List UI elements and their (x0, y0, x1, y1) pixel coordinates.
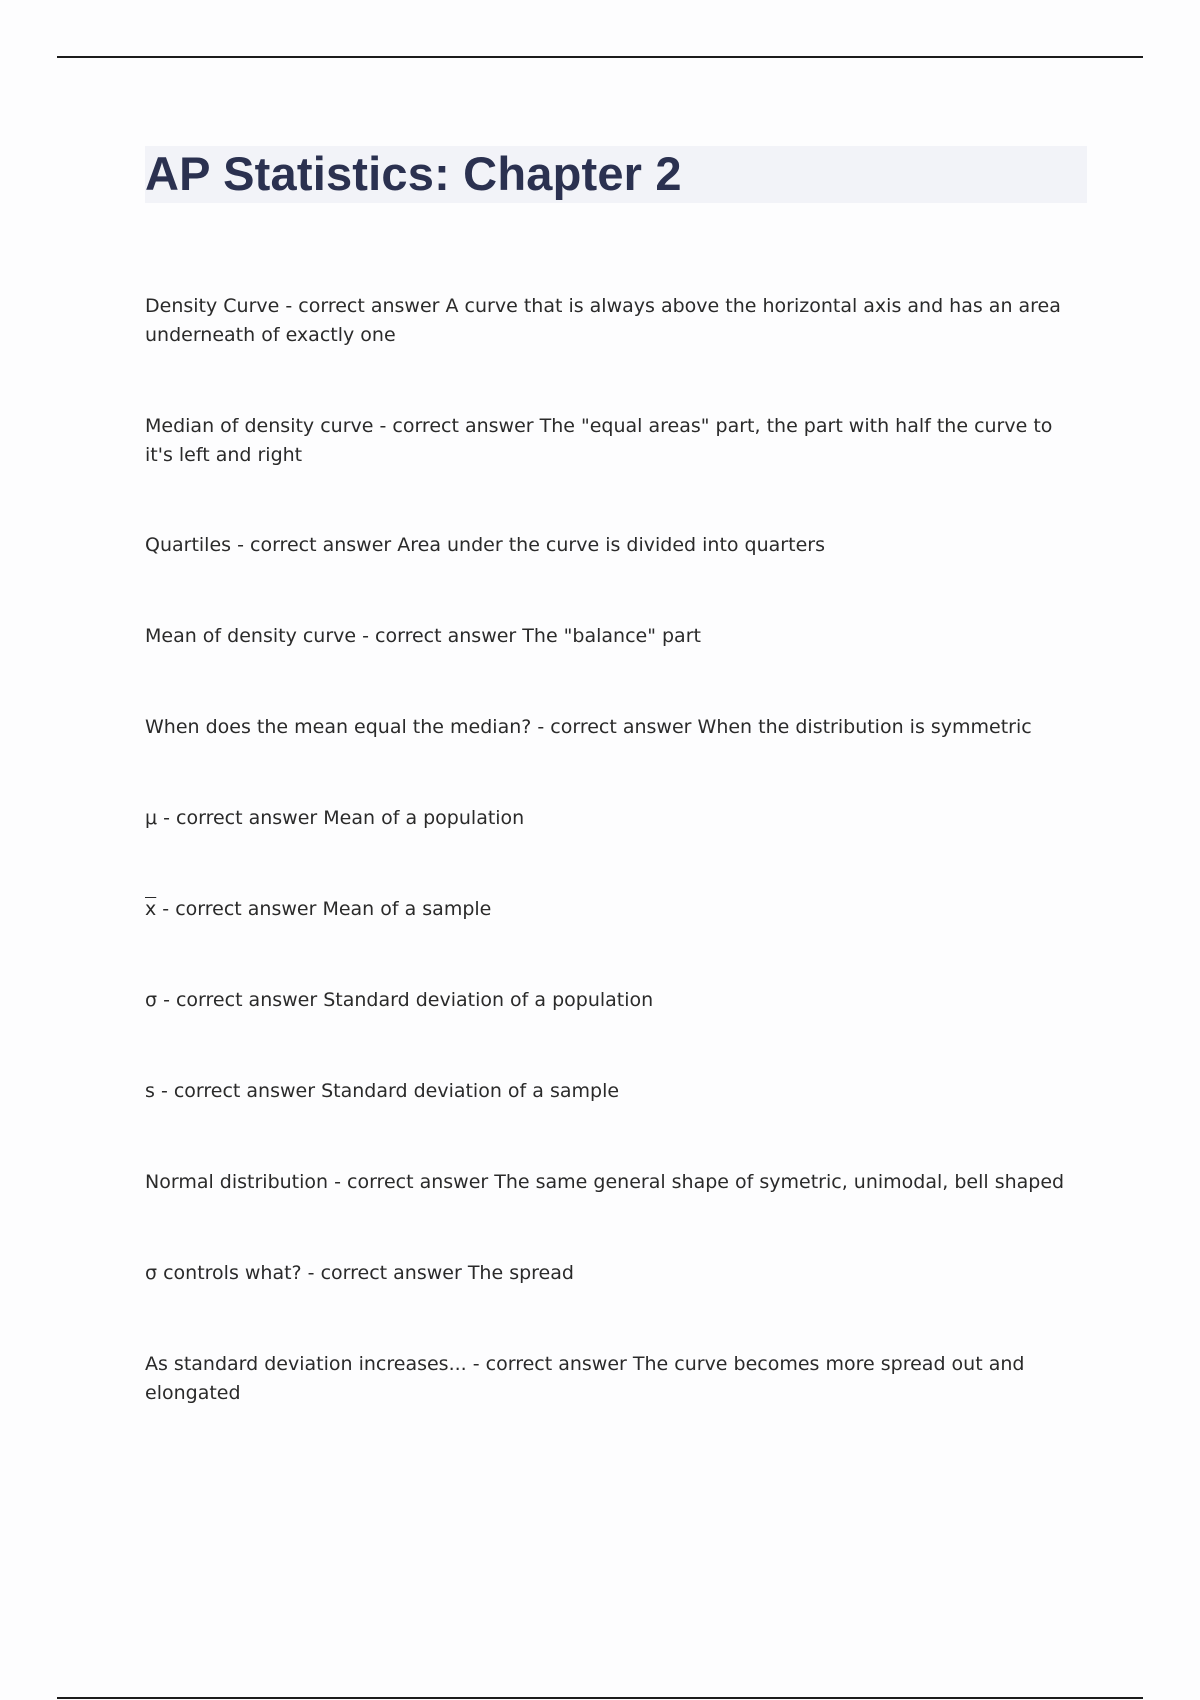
qa-term: When does the mean equal the median? (145, 716, 532, 738)
answer-label: correct answer (176, 807, 318, 829)
qa-entry: σ controls what? - correct answer The spread (145, 1262, 574, 1284)
qa-entry: μ - correct answer Mean of a population (145, 807, 525, 829)
qa-answer: Standard deviation of a sample (321, 1080, 620, 1102)
qa-term: s (145, 1080, 155, 1102)
answer-label: correct answer (392, 415, 534, 437)
answer-label: correct answer (250, 534, 392, 556)
qa-term: σ (145, 989, 158, 1011)
qa-entry: σ - correct answer Standard deviation of a population (145, 989, 654, 1011)
top-rule (57, 56, 1143, 58)
qa-answer: Standard deviation of a population (323, 989, 654, 1011)
answer-label: correct answer (320, 1262, 462, 1284)
qa-answer: The same general shape of symetric, unimodal, bell shaped (494, 1171, 1065, 1193)
qa-answer: The spread (467, 1262, 574, 1284)
qa-entry: As standard deviation increases... - correct answer The curve becomes more spread out and elongated (145, 1353, 1025, 1404)
answer-label: correct answer (173, 1080, 316, 1102)
qa-entry: s - correct answer Standard deviation of a sample (145, 1080, 620, 1102)
qa-term: Density Curve (145, 295, 280, 317)
qa-answer: The "equal areas" part, the part with half the curve to it's left and right (145, 415, 1053, 466)
x-bar-symbol: $\overline{x}$ (145, 898, 157, 920)
qa-answer: Area under the curve is divided into quarters (397, 534, 825, 556)
qa-term: Normal distribution (145, 1171, 329, 1193)
qa-answer: Mean of a sample (322, 898, 492, 920)
qa-answer: Mean of a population (323, 807, 525, 829)
answer-label: correct answer (550, 716, 692, 738)
page-title: AP Statistics: Chapter 2 (145, 147, 682, 200)
qa-entry: $\overline{x}$ - correct answer Mean of a sample (145, 898, 492, 920)
answer-label: correct answer (175, 898, 317, 920)
qa-list (145, 292, 1075, 1470)
answer-label: correct answer (375, 625, 517, 647)
qa-entry: Quartiles - correct answer Area under the curve is divided into quarters (145, 534, 825, 556)
answer-label: correct answer (485, 1353, 627, 1375)
qa-entry: Median of density curve - correct answer The "equal areas" part, the part with half the curve to it's left and right (145, 415, 1053, 466)
qa-entry: Density Curve - correct answer A curve that is always above the horizontal axis and has an area underneath of exactly one (145, 295, 1061, 346)
answer-label: correct answer (347, 1171, 489, 1193)
answer-label: correct answer (298, 295, 440, 317)
answer-label: correct answer (175, 989, 318, 1011)
bottom-rule (57, 1697, 1143, 1699)
qa-answer: The curve becomes more spread out and elongated (145, 1353, 1025, 1404)
qa-term: σ controls what? (145, 1262, 302, 1284)
qa-entry: Mean of density curve - correct answer The "balance" part (145, 625, 701, 647)
qa-entry: When does the mean equal the median? - correct answer When the distribution is symmetric (145, 716, 1032, 738)
qa-term: μ (145, 807, 158, 829)
qa-answer: The "balance" part (522, 625, 701, 647)
qa-term: Mean of density curve (145, 625, 357, 647)
qa-answer: A curve that is always above the horizontal axis and has an area underneath of exactly one (145, 295, 1061, 346)
qa-term: As standard deviation increases... (145, 1353, 467, 1375)
qa-answer: When the distribution is symmetric (697, 716, 1032, 738)
qa-term: Quartiles (145, 534, 232, 556)
qa-term: Median of density curve (145, 415, 374, 437)
qa-entry: Normal distribution - correct answer The same general shape of symetric, unimodal, bell shaped (145, 1171, 1065, 1193)
